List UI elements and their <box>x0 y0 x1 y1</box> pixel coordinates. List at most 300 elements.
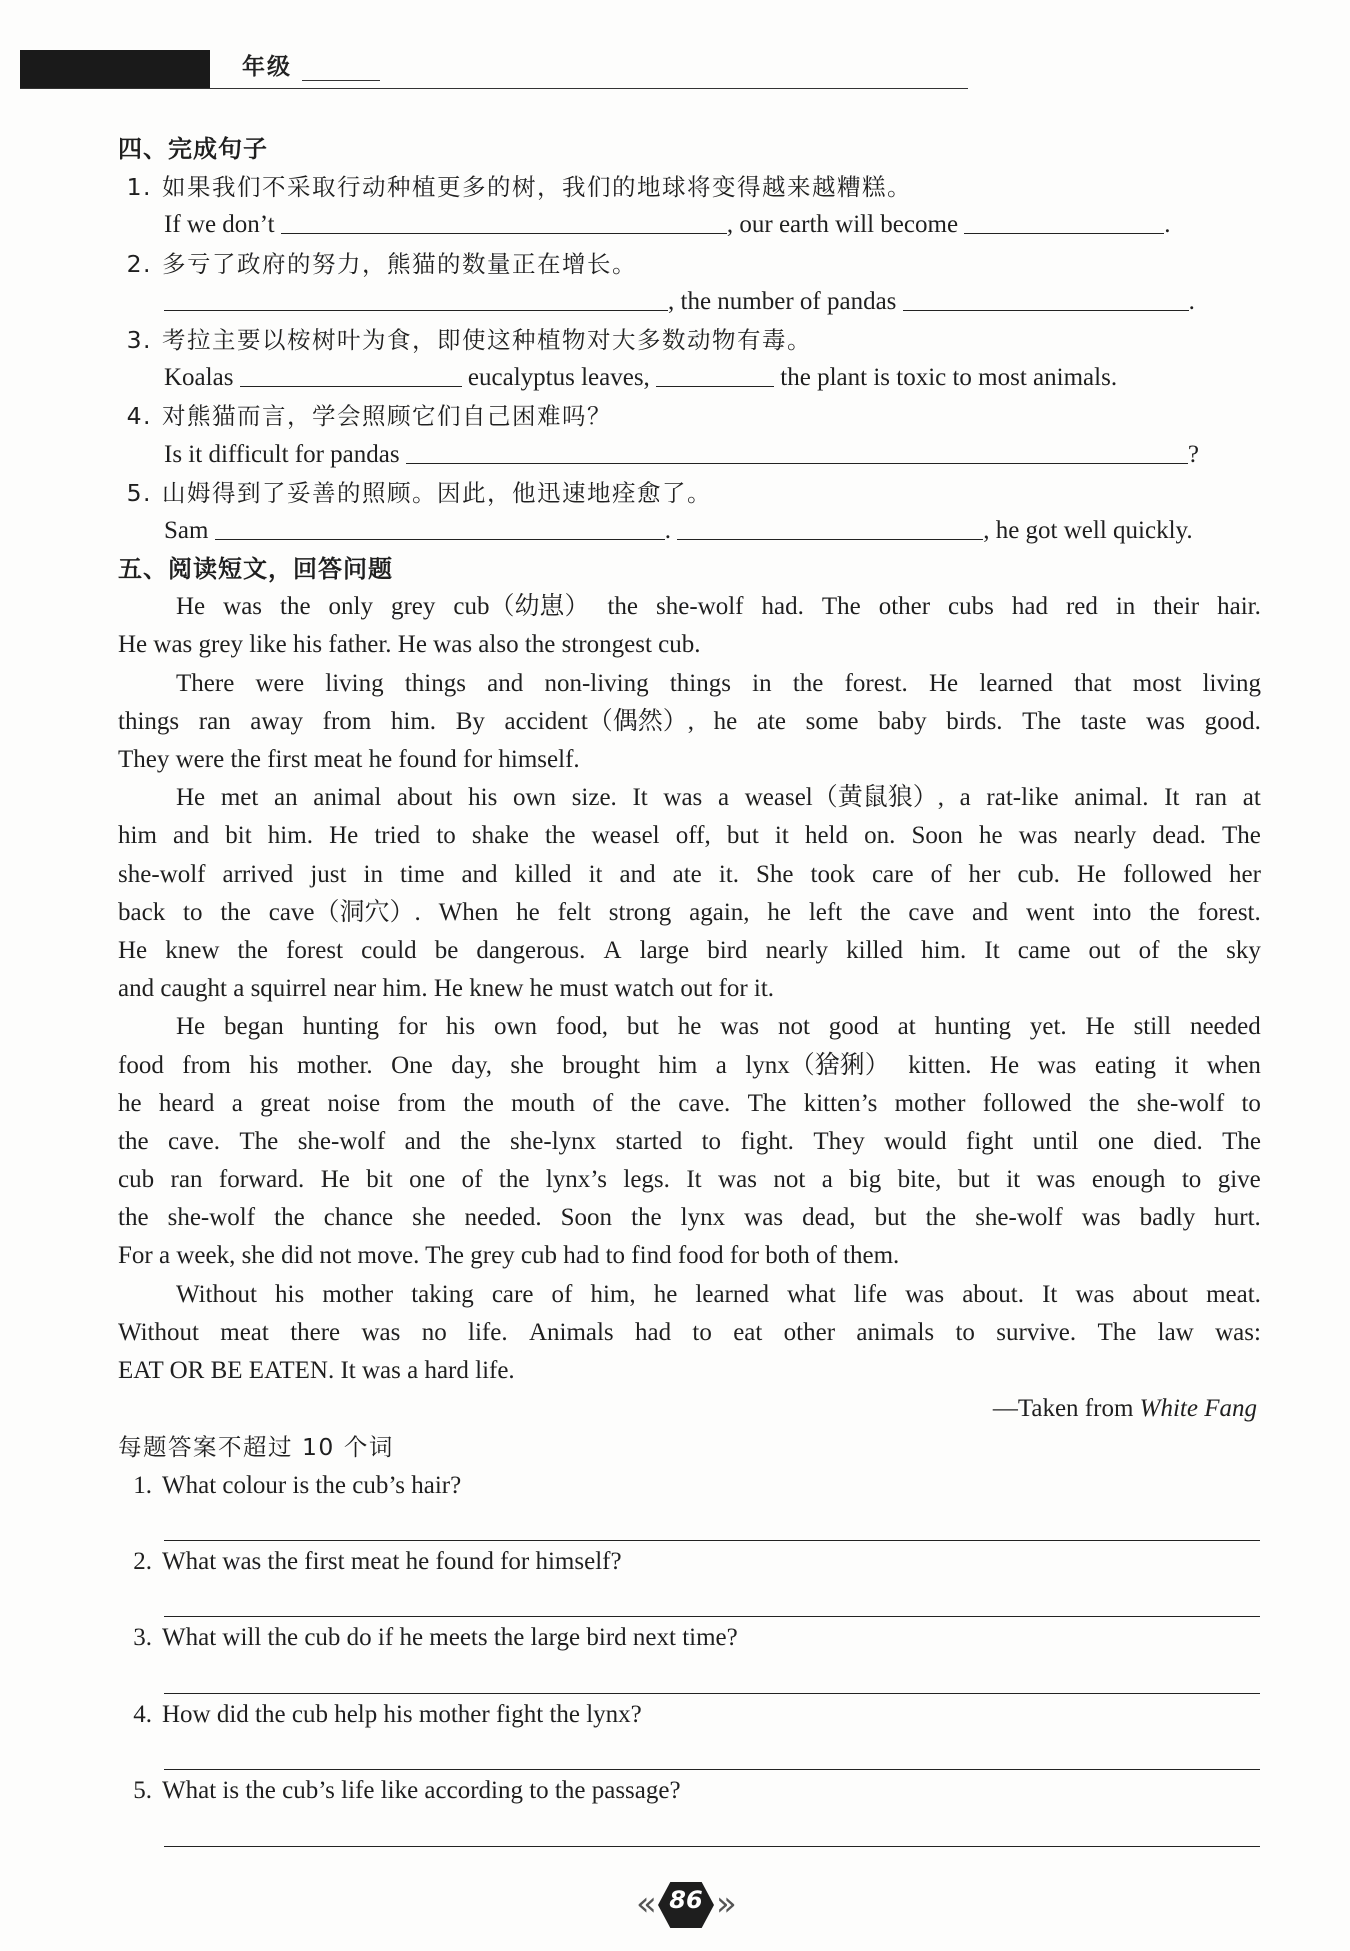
word: her <box>1228 860 1261 888</box>
word: mouth <box>511 1089 576 1117</box>
word: of <box>592 1089 614 1117</box>
section5-title: 五、阅读短文，回答问题 <box>118 555 393 584</box>
word: kitten. <box>908 1051 972 1079</box>
word: mother. <box>296 1051 373 1079</box>
word: was <box>361 1318 401 1346</box>
word: forest. <box>844 669 908 697</box>
word: own <box>493 1013 538 1041</box>
word: died. <box>1153 1127 1203 1155</box>
word: his <box>275 1280 305 1308</box>
word: day, <box>451 1051 492 1079</box>
passage-line <box>118 1161 1261 1199</box>
word: she-wolf <box>1136 1089 1225 1117</box>
s4-item2-blank2[interactable] <box>903 284 1189 311</box>
grade-blank[interactable] <box>302 80 380 81</box>
word: a <box>717 784 730 812</box>
word: a <box>231 1089 243 1117</box>
word: meat <box>220 1318 269 1346</box>
s4-item2-en: , the number of pandas . <box>118 283 1261 321</box>
word: she <box>412 1204 446 1232</box>
word: food, <box>555 1013 608 1041</box>
word: the <box>280 593 311 621</box>
passage-line: and caught a squirrel near him. He knew he must watch out for it. <box>118 975 775 1003</box>
word: but <box>874 1204 907 1232</box>
word: were <box>255 669 305 697</box>
word: good <box>828 1013 879 1041</box>
word: to <box>183 898 203 926</box>
word: dead, <box>802 1204 856 1232</box>
word: the <box>463 1089 494 1117</box>
word: taste <box>1080 707 1127 735</box>
word: from <box>322 707 372 735</box>
s4-item3-blank2[interactable] <box>656 360 774 387</box>
word: He <box>176 593 206 621</box>
word: living <box>1202 669 1261 697</box>
word: most <box>1132 669 1182 697</box>
word: badly <box>1139 1204 1196 1232</box>
passage-line <box>118 1276 1261 1314</box>
answer-line-3[interactable] <box>164 1693 1260 1694</box>
word: The <box>1222 1127 1261 1155</box>
source-title: White Fang <box>1139 1395 1257 1423</box>
word: of <box>461 1166 483 1194</box>
answer-line-4[interactable] <box>164 1769 1260 1770</box>
header-bar <box>20 50 210 88</box>
word: was <box>223 593 263 621</box>
word: from <box>397 1089 447 1117</box>
word: He <box>320 1166 350 1194</box>
word: cave. <box>678 1089 731 1117</box>
word: There <box>176 669 235 697</box>
word: in <box>1115 593 1136 621</box>
s4-item2-cn: 2. 多亏了政府的努力，熊猫的数量正在增长。 <box>126 249 637 278</box>
word: things <box>669 669 731 697</box>
word: only <box>328 593 373 621</box>
word: animal. <box>1074 784 1149 812</box>
word: large <box>639 936 690 964</box>
word: a <box>715 1051 727 1079</box>
word: she-wolf <box>297 1127 386 1155</box>
word: care <box>491 1280 534 1308</box>
word: to <box>1181 1166 1202 1194</box>
word: killed <box>514 860 572 888</box>
word: the <box>460 1127 491 1155</box>
word: not <box>773 1166 806 1194</box>
word: Without <box>176 1280 257 1308</box>
word: that <box>1074 669 1112 697</box>
word: hunting <box>302 1013 380 1041</box>
word: He <box>118 936 148 964</box>
worksheet-content <box>118 130 1261 1810</box>
word: he <box>713 707 738 735</box>
word: him, <box>590 1280 636 1308</box>
question-3: 3. What will the cub do if he meets the large bird next time? <box>133 1624 738 1652</box>
s4-item1-blank1[interactable] <box>281 207 727 234</box>
word: it <box>774 822 789 850</box>
word: He <box>928 669 959 697</box>
word: still <box>1133 1013 1172 1041</box>
word: red <box>1065 593 1098 621</box>
passage-line: For a week, she did not move. The grey cub had to find food for both of them. <box>118 1242 900 1270</box>
word: in <box>752 669 772 697</box>
word: cave <box>908 898 955 926</box>
word: dangerous. <box>476 936 586 964</box>
word: but <box>957 1166 990 1194</box>
passage-line <box>118 1085 1261 1123</box>
word: She <box>756 860 794 888</box>
question-2: 2. What was the first meat he found for himself? <box>133 1547 622 1575</box>
word: arrived <box>222 860 294 888</box>
word: needed. <box>464 1204 542 1232</box>
s4-item1-en: If we don’t , our earth will become . <box>118 206 1261 244</box>
word: her <box>968 860 1001 888</box>
s4-item1-blank2[interactable] <box>964 207 1164 234</box>
word: It <box>632 784 648 812</box>
word: came <box>1017 936 1071 964</box>
passage-line <box>118 894 1261 932</box>
word: on. <box>864 822 896 850</box>
word: He <box>1085 1013 1115 1041</box>
word: a <box>821 1166 833 1194</box>
passage-line <box>118 779 1261 817</box>
s4-item5-en: Sam . , he got well quickly. <box>118 512 1261 550</box>
word: He <box>329 822 359 850</box>
word: some <box>805 707 859 735</box>
word: killed <box>846 936 904 964</box>
word: the <box>498 1166 530 1194</box>
passage-source: —Taken from White Fang <box>992 1395 1257 1423</box>
passage-line <box>118 1314 1261 1352</box>
passage-line: They were the first meat he found for himself. <box>118 746 580 773</box>
word: of <box>551 1280 573 1308</box>
page-number-text: 86 <box>669 1886 703 1914</box>
word: things <box>118 707 180 735</box>
s4-item3-cn: 3. 考拉主要以桉树叶为食，即使这种植物对大多数动物有毒。 <box>126 325 812 354</box>
s4-item2-blank1[interactable] <box>164 284 668 311</box>
word: just <box>310 860 347 888</box>
word: bird <box>707 936 748 964</box>
word: ate <box>756 707 787 735</box>
grade-label: 年级 <box>242 54 292 80</box>
word: other <box>878 593 931 621</box>
word: eat <box>733 1318 763 1346</box>
word: could <box>361 936 417 964</box>
word: time <box>399 860 445 888</box>
word: cave（洞穴）. <box>268 898 421 926</box>
word: took <box>810 860 855 888</box>
word: to <box>1241 1089 1261 1117</box>
word: fight <box>966 1127 1014 1155</box>
word: in <box>363 860 383 888</box>
word: heard <box>158 1089 215 1117</box>
s4-item5-blank1[interactable] <box>215 513 665 540</box>
word: and <box>173 822 210 850</box>
word: he <box>653 1280 678 1308</box>
word: one <box>409 1166 446 1194</box>
word: hurt. <box>1214 1204 1261 1232</box>
word: hair. <box>1217 593 1261 621</box>
word: he <box>118 1089 142 1117</box>
word: when <box>1206 1051 1261 1079</box>
word: to <box>436 822 456 850</box>
s4-item4-blank1[interactable] <box>406 437 1188 464</box>
word: was <box>1075 1280 1115 1308</box>
word: birds. <box>946 707 1003 735</box>
word: accident（偶然）, <box>504 707 695 735</box>
word: size. <box>571 784 617 812</box>
word: of <box>1138 936 1160 964</box>
word: ran <box>1195 784 1228 812</box>
word: he <box>979 822 1003 850</box>
word: good. <box>1204 707 1261 735</box>
word: it <box>588 860 603 888</box>
word: bite, <box>897 1166 942 1194</box>
word: his <box>249 1051 279 1079</box>
word: met <box>220 784 259 812</box>
word: ran <box>198 707 231 735</box>
word: it. <box>718 860 739 888</box>
passage-line <box>118 932 1261 970</box>
word: for <box>397 1013 428 1041</box>
passage-line <box>118 856 1261 894</box>
word: meat. <box>1206 1280 1261 1308</box>
word: cub <box>118 1166 155 1194</box>
word: bit <box>366 1166 393 1194</box>
word: It <box>1042 1280 1058 1308</box>
word: had. <box>761 593 804 621</box>
word: but <box>626 1013 659 1041</box>
word: tried <box>374 822 421 850</box>
word: Without <box>118 1318 199 1346</box>
word: him <box>658 1051 698 1079</box>
passage-line <box>118 1008 1261 1046</box>
word: animal <box>313 784 382 812</box>
word: Soon <box>911 822 963 850</box>
word: but <box>726 822 759 850</box>
word: cave. <box>167 1127 220 1155</box>
word: him <box>118 822 157 850</box>
word: shake <box>471 822 529 850</box>
passage-line <box>118 665 1261 703</box>
passage-line <box>118 703 1261 741</box>
word: felt <box>557 898 591 926</box>
s4-item5-cn: 5. 山姆得到了妥善的照顾。因此，他迅速地痊愈了。 <box>126 478 712 507</box>
word: he <box>677 1013 702 1041</box>
word: own <box>512 784 557 812</box>
word: the <box>860 898 891 926</box>
question-1: 1. What colour is the cub’s hair? <box>133 1471 462 1499</box>
word: He <box>176 1013 206 1041</box>
word: and <box>487 669 524 697</box>
word: enough <box>1091 1166 1166 1194</box>
answer-line-1[interactable] <box>164 1540 1260 1541</box>
word: one <box>1097 1127 1135 1155</box>
word: ran <box>170 1166 203 1194</box>
word: the <box>607 593 639 621</box>
word: legs. <box>623 1166 670 1194</box>
word: left <box>808 898 843 926</box>
word: was <box>720 1013 760 1041</box>
word: not <box>777 1013 810 1041</box>
word: A <box>603 936 622 964</box>
word: she-wolf <box>167 1204 256 1232</box>
word: rat-like <box>986 784 1059 812</box>
word: the <box>1149 898 1180 926</box>
word: the <box>925 1204 957 1232</box>
word: nearly <box>765 936 829 964</box>
word: began <box>224 1013 284 1041</box>
s4-item4-cn: 4. 对熊猫而言，学会照顾它们自己困难吗？ <box>126 402 612 431</box>
word: things <box>404 669 466 697</box>
question-5: 5. What is the cub’s life like according to the passage? <box>133 1777 681 1805</box>
word: was <box>1146 707 1186 735</box>
passage-line <box>118 1199 1261 1237</box>
word: was <box>1037 1051 1077 1079</box>
word: out <box>1088 936 1121 964</box>
word: was <box>1081 1204 1121 1232</box>
word: One <box>391 1051 433 1079</box>
word: They <box>813 1127 865 1155</box>
word: taking <box>411 1280 474 1308</box>
word: It <box>1164 784 1180 812</box>
chevron-right-icon: » <box>716 1884 737 1924</box>
word: followed <box>1123 860 1212 888</box>
word: his <box>445 1013 476 1041</box>
word: give <box>1217 1166 1261 1194</box>
word: about <box>396 784 453 812</box>
word: He <box>989 1051 1020 1079</box>
answer-line-5[interactable] <box>164 1846 1260 1847</box>
passage-line: EAT OR BE EATEN. It was a hard life. <box>118 1357 515 1384</box>
word: law <box>1157 1318 1194 1346</box>
passage-line <box>118 817 1261 855</box>
word: would <box>884 1127 947 1155</box>
word: it <box>1006 1166 1021 1194</box>
word: It <box>984 936 1000 964</box>
word: care <box>872 860 914 888</box>
passage-line <box>118 588 1261 626</box>
word: weasel <box>591 822 660 850</box>
word: forest. <box>1197 898 1261 926</box>
word: nearly <box>1073 822 1137 850</box>
word: she <box>510 1051 544 1079</box>
word: chance <box>323 1204 394 1232</box>
word: forest <box>286 936 344 964</box>
word: the <box>220 898 251 926</box>
page-number <box>636 1878 736 1934</box>
word: the <box>274 1204 305 1232</box>
word: the <box>792 669 824 697</box>
word: was: <box>1215 1318 1261 1346</box>
word: at <box>897 1013 916 1041</box>
word: an <box>273 784 298 812</box>
word: at <box>1242 784 1261 812</box>
word: the <box>118 1127 149 1155</box>
question-4: 4. How did the cub help his mother fight the lynx? <box>133 1700 642 1728</box>
section4-title: 四、完成句子 <box>118 135 268 163</box>
passage-line <box>118 1047 1261 1085</box>
word: the <box>630 1089 661 1117</box>
word: the <box>118 1204 149 1232</box>
passage-line: He was grey like his father. He was also the strongest cub. <box>118 631 701 659</box>
word: He <box>1076 860 1107 888</box>
word: lynx <box>680 1204 726 1232</box>
s4-item4-en: Is it difficult for pandas ? <box>118 436 1261 474</box>
word: until <box>1032 1127 1079 1155</box>
word: learned <box>979 669 1053 697</box>
word: animals <box>856 1318 935 1346</box>
word: When <box>438 898 499 926</box>
word: from <box>182 1051 231 1079</box>
word: the <box>631 1204 662 1232</box>
word: their <box>1153 593 1200 621</box>
word: he <box>516 898 540 926</box>
word: followed <box>982 1089 1072 1117</box>
word: the <box>1088 1089 1120 1117</box>
word: and <box>461 860 498 888</box>
word: had <box>634 1318 672 1346</box>
word: the <box>544 822 576 850</box>
word: him. <box>390 707 437 735</box>
word: about. <box>962 1280 1024 1308</box>
word: The <box>1022 707 1062 735</box>
word: Soon <box>560 1204 613 1232</box>
word: she-wolf <box>118 860 206 888</box>
word: and <box>619 860 656 888</box>
s4-item3-blank1[interactable] <box>240 360 462 387</box>
word: a <box>959 784 971 812</box>
word: ate <box>672 860 702 888</box>
word: dead. <box>1152 822 1206 850</box>
word: survive. <box>996 1318 1077 1346</box>
word: went <box>1025 898 1075 926</box>
word: The <box>747 1089 787 1117</box>
word: the <box>237 936 269 964</box>
answer-line-2[interactable] <box>164 1616 1260 1617</box>
word: eating <box>1094 1051 1156 1079</box>
word: his <box>468 784 498 812</box>
word: it <box>1174 1051 1189 1079</box>
word: hunting <box>934 1013 1011 1041</box>
word: be <box>434 936 459 964</box>
questions-instruction: 每题答案不超过 10 个词 <box>118 1433 394 1462</box>
word: mother <box>322 1280 394 1308</box>
word: learned <box>695 1280 769 1308</box>
word: The <box>1097 1318 1137 1346</box>
word: back <box>118 898 166 926</box>
word: cub（幼崽） <box>453 593 590 621</box>
word: and <box>404 1127 441 1155</box>
word: no <box>421 1318 447 1346</box>
word: great <box>260 1089 311 1117</box>
word: kitten’s <box>803 1089 878 1117</box>
word: sky <box>1226 936 1261 964</box>
word: she-wolf <box>656 593 744 621</box>
word: he <box>767 898 791 926</box>
word: had <box>1011 593 1048 621</box>
word: food <box>118 1051 164 1079</box>
word: non-living <box>544 669 649 697</box>
word: into <box>1092 898 1132 926</box>
s4-item5-blank2[interactable] <box>677 513 983 540</box>
word: away <box>250 707 304 735</box>
word: cubs <box>948 593 994 621</box>
word: lynx（猞猁） <box>745 1051 890 1079</box>
word: to <box>692 1318 712 1346</box>
word: what <box>787 1280 836 1308</box>
word: It <box>686 1166 702 1194</box>
word: off, <box>675 822 711 850</box>
